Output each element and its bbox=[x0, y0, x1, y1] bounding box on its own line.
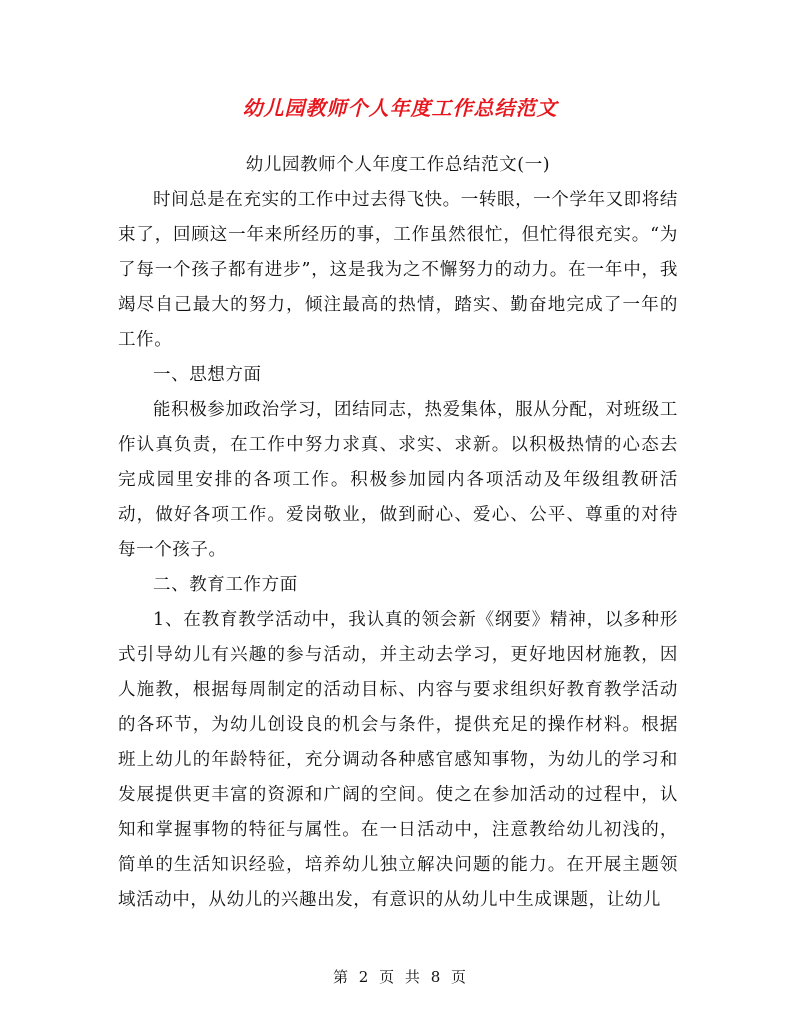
footer-page-unit: 页 bbox=[379, 968, 396, 986]
section-heading-education: 二、教育工作方面 bbox=[153, 575, 298, 595]
section-heading-thought: 一、思想方面 bbox=[153, 365, 262, 385]
document-subtitle: 幼儿园教师个人年度工作总结范文(一) bbox=[245, 155, 551, 175]
paragraph-thought: 能积极参加政治学习，团结同志，热爱集体，服从分配，对班级工作认真负责，在工作中努力求真、求实、求新。以积极热情的心态去完成园里安排的各项工作。积极参加园内各项活动及年级组教研活动，做好各项工作。爱岗敬业，做到耐心、爱心、公平、尊重的对待每一个孩子。 bbox=[118, 400, 678, 560]
footer-total-unit: 页 bbox=[451, 968, 468, 986]
footer-total-prefix: 共 bbox=[404, 968, 421, 986]
paragraph-education: 1、在教育教学活动中，我认真的领会新《纲要》精神，以多种形式引导幼儿有兴趣的参与活动，并主动去学习，更好地因材施教，因人施教，根据每周制定的活动目标、内容与要求组织好教育教学活动的各环节，为幼儿创设良的机会与条件，提供充足的操作材料。根据班上幼儿的年龄特征，充分调动各种感官感知事物，为幼儿的学习和发展提供更丰富的资源和广阔的空间。使之在参加活动的过程中，认知和掌握事物的特征与属性。在一日活动中，注意教给幼儿初浅的，简单的生活知识经验，培养幼儿独立解决问题的能力。在开展主题领域活动中，从幼儿的兴趣出发，有意识的从幼儿中生成课题，让幼儿 bbox=[118, 610, 678, 910]
footer-total-pages: 8 bbox=[430, 968, 442, 986]
page-footer bbox=[0, 966, 800, 987]
footer-page-number: 2 bbox=[358, 968, 370, 986]
paragraph-intro: 时间总是在充实的工作中过去得飞快。一转眼，一个学年又即将结束了，回顾这一年来所经历的事，工作虽然很忙，但忙得很充实。“为了每一个孩子都有进步”，这是我为之不懈努力的动力。在一年中，我竭尽自己最大的努力，倾注最高的热情，踏实、勤奋地完成了一年的工作。 bbox=[118, 190, 678, 350]
footer-prefix: 第 bbox=[332, 968, 349, 986]
document-title: 幼儿园教师个人年度工作总结范文 bbox=[242, 96, 558, 120]
document-body bbox=[118, 148, 678, 918]
